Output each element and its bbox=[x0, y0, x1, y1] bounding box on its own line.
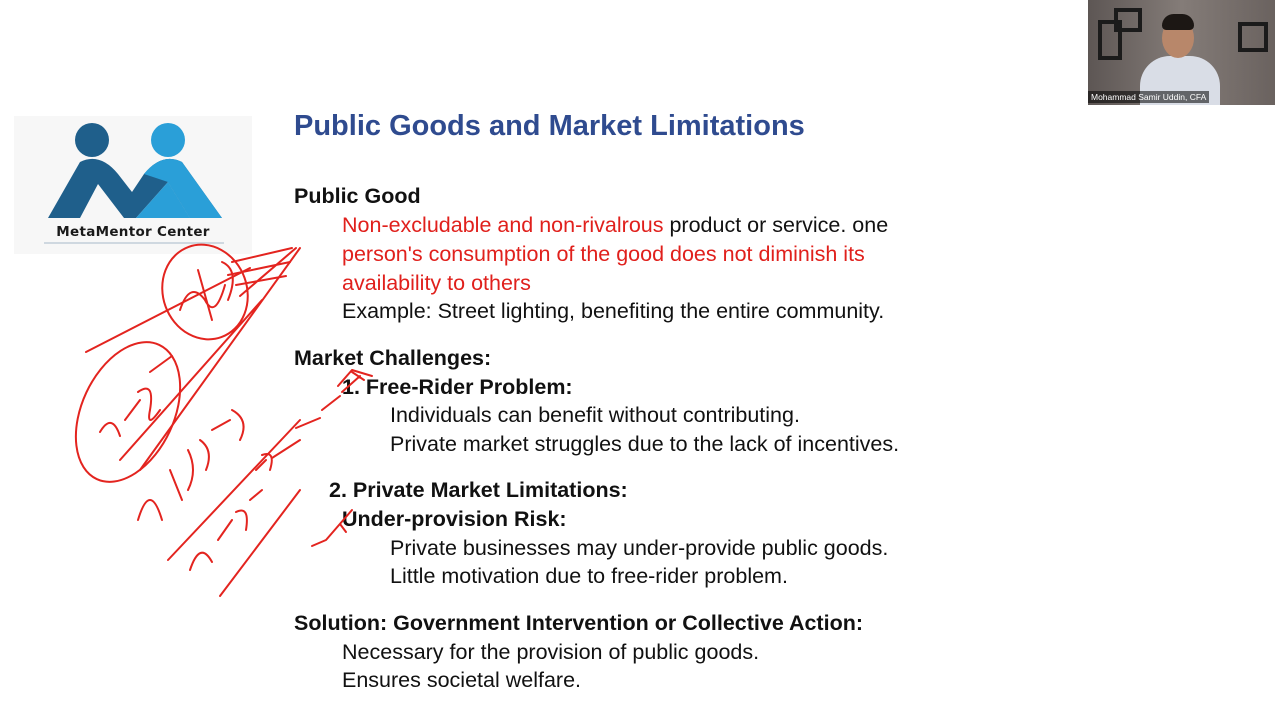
annotation-word-1 bbox=[138, 410, 244, 520]
market-challenges-heading: Market Challenges: bbox=[294, 346, 492, 370]
annotation-underline-strokes bbox=[168, 420, 300, 596]
solution-line-1: Necessary for the provision of public goods. bbox=[342, 640, 760, 664]
private-market-heading: 2. Private Market Limitations: bbox=[329, 478, 628, 502]
logo-mark-icon bbox=[40, 122, 230, 226]
webcam-video-tile[interactable] bbox=[1088, 0, 1275, 105]
presenter-hair bbox=[1162, 14, 1194, 30]
metamentor-logo bbox=[14, 116, 252, 254]
solution-line-2: Ensures societal welfare. bbox=[342, 668, 581, 692]
public-good-example: Example: Street lighting, benefiting the entire community. bbox=[342, 299, 885, 323]
participant-name-label: Mohammad Samir Uddin, CFA bbox=[1088, 91, 1209, 103]
slide-title: Public Goods and Market Limitations bbox=[294, 110, 805, 142]
annotation-circle-middle bbox=[55, 325, 201, 498]
public-good-heading: Public Good bbox=[294, 184, 421, 208]
solution-heading: Solution: Government Intervention or Collective Action: bbox=[294, 611, 863, 635]
free-rider-heading: 1. Free-Rider Problem: bbox=[342, 375, 573, 399]
annotation-scribble-middle bbox=[100, 356, 172, 436]
under-provision-heading: Under-provision Risk: bbox=[342, 507, 567, 531]
annotation-word-2 bbox=[190, 454, 272, 570]
webcam-shelf bbox=[1114, 8, 1142, 32]
definition-highlight: Non-excludable and non-rivalrous bbox=[342, 213, 664, 237]
free-rider-line-1: Individuals can benefit without contributing. bbox=[390, 403, 800, 427]
logo-underline bbox=[44, 242, 224, 244]
annotation-scribble-top bbox=[180, 262, 233, 320]
logo-text: MetaMentor Center bbox=[56, 224, 210, 240]
public-good-definition-line-1 bbox=[342, 211, 888, 239]
webcam-shelf bbox=[1238, 22, 1268, 52]
free-rider-line-2: Private market struggles due to the lack of incentives. bbox=[390, 432, 900, 456]
public-good-definition-line-3: availability to others bbox=[342, 271, 531, 295]
under-provision-line-2: Little motivation due to free-rider problem. bbox=[390, 564, 788, 588]
annotation-arrow-lines bbox=[228, 248, 296, 296]
definition-rest: product or service. one bbox=[663, 213, 889, 237]
under-provision-line-1: Private businesses may under-provide public goods. bbox=[390, 536, 889, 560]
public-good-definition-line-2: person's consumption of the good does not diminish its bbox=[342, 242, 865, 266]
annotation-diagonal-lines bbox=[86, 248, 300, 470]
